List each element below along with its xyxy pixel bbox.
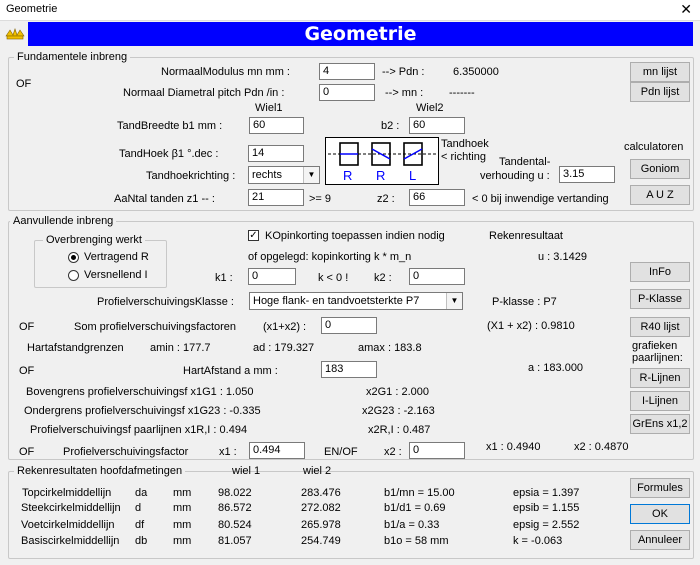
- b2-label: b2 :: [381, 120, 400, 132]
- tandhoekrichting-select[interactable]: [248, 166, 320, 184]
- r-lijnen-button[interactable]: R-Lijnen: [630, 368, 690, 388]
- versnellend-radio[interactable]: [68, 270, 79, 281]
- ad-value: ad : 179.327: [253, 342, 315, 354]
- mn-lijst-button[interactable]: mn lijst: [630, 62, 690, 82]
- row-ratio: b1/a = 0.33: [384, 519, 440, 531]
- kopinkorting-checkbox[interactable]: ✓: [249, 230, 258, 241]
- row-wiel1: 98.022: [218, 487, 252, 499]
- profielklasse-label: ProfielverschuivingsKlasse :: [97, 296, 234, 308]
- fundamentele-inbreng-label: Fundamentele inbreng: [14, 51, 130, 63]
- kopinkorting-label: KOpinkorting toepassen indien nodig: [265, 230, 445, 242]
- tandhoek-richting-note-2: < richting: [441, 151, 486, 163]
- x2-label: x2 :: [384, 446, 402, 458]
- rekenresultaat-title: Rekenresultaat: [489, 230, 563, 242]
- mn-arrow: --> mn :: [385, 87, 424, 99]
- mn-result: -------: [449, 87, 475, 99]
- helix-label-1: R: [343, 168, 353, 183]
- overbrenging-label: Overbrenging werkt: [43, 234, 145, 246]
- normaalmodulus-label: NormaalModulus mn mm :: [161, 66, 290, 78]
- row-name: Steekcirkelmiddellijn: [21, 502, 121, 514]
- row-eps: epsig = 2.552: [513, 519, 580, 531]
- pdn-arrow: --> Pdn :: [382, 66, 425, 78]
- paarlijnen-label: Profielverschuivingsf paarlijnen x1R,I : 0.494: [30, 424, 248, 436]
- row-eps: epsia = 1.397: [513, 487, 580, 499]
- mn-input[interactable]: 4: [319, 63, 375, 80]
- profielklasse-value: Hoge flank- en tandvoetsterkte P7: [253, 295, 420, 307]
- profielklasse-select[interactable]: [249, 292, 463, 310]
- wiel2-header: Wiel2: [416, 102, 444, 114]
- enof-label: EN/OF: [324, 446, 358, 458]
- u-result: u : 3.1429: [538, 251, 587, 263]
- versnellend-label: Versnellend I: [84, 269, 148, 281]
- pklasse-result: P-klasse : P7: [492, 296, 557, 308]
- tandbreedte-label: TandBreedte b1 mm :: [117, 120, 223, 132]
- z1-min-note: >= 9: [309, 193, 332, 205]
- fundamentele-inbreng-group: [8, 57, 694, 211]
- b1-input[interactable]: 60: [249, 117, 304, 134]
- x1-result: x1 : 0.4940: [486, 441, 541, 453]
- grens-button[interactable]: GrEns x1,2: [630, 414, 690, 434]
- row-wiel2: 265.978: [301, 519, 341, 531]
- of-label-1: OF: [19, 321, 35, 333]
- z2-label: z2 :: [377, 193, 395, 205]
- amin-value: amin : 177.7: [150, 342, 211, 354]
- row-unit: mm: [173, 502, 192, 514]
- row-symbol: df: [135, 519, 145, 531]
- row-name: Basiscirkelmiddellijn: [21, 535, 120, 547]
- grafieken-label-2: paarlijnen:: [632, 352, 683, 364]
- app-logo-icon: [4, 24, 26, 44]
- row-ratio: b1o = 58 mm: [384, 535, 449, 547]
- grafieken-label-1: grafieken: [632, 340, 678, 352]
- x1x2-result: (X1 + x2) : 0.9810: [487, 320, 575, 332]
- z2-input[interactable]: 66: [409, 189, 465, 206]
- k-note: k < 0 !: [318, 272, 349, 284]
- tandhoekrichting-value: rechts: [252, 169, 282, 181]
- x1-input[interactable]: 0.494: [249, 442, 305, 459]
- vertragend-radio[interactable]: [68, 252, 79, 263]
- row-wiel2: 272.082: [301, 502, 341, 514]
- row-unit: mm: [173, 487, 192, 499]
- auz-button[interactable]: A U Z: [630, 185, 690, 205]
- k2-input[interactable]: 0: [409, 268, 465, 285]
- hartafstandgrenzen-label: Hartafstandgrenzen: [27, 342, 124, 354]
- helix-label-3: L: [409, 168, 417, 183]
- b2-input[interactable]: 60: [409, 117, 465, 134]
- row-eps: k = -0.063: [513, 535, 563, 547]
- helix-diagram: [325, 137, 439, 185]
- aantal-tanden-label: AaNtal tanden z1 -- :: [114, 193, 215, 205]
- row-wiel2: 283.476: [301, 487, 341, 499]
- factor-label: Profielverschuivingsfactor: [63, 446, 189, 458]
- opgelegd-label: of opgelegd: kopinkorting k * m_n: [248, 251, 412, 263]
- page-title: Geometrie: [28, 22, 693, 46]
- row-name: Voetcirkelmiddellijn: [21, 519, 115, 531]
- wiel1-header: Wiel1: [255, 102, 283, 114]
- bovengrens-label: Bovengrens profielverschuivingsf x1G1 : 1.050: [26, 386, 254, 398]
- formules-button[interactable]: Formules: [630, 478, 690, 498]
- k1-label: k1 :: [215, 272, 233, 284]
- row-symbol: d: [135, 502, 142, 514]
- i-lijnen-button[interactable]: I-Lijnen: [630, 391, 690, 411]
- x2-input[interactable]: 0: [409, 442, 465, 459]
- chevron-down-icon: ▼: [303, 167, 319, 183]
- row-unit: mm: [173, 519, 192, 531]
- hartafstand-input[interactable]: 183: [321, 361, 377, 378]
- tandhoek-richting-note-1: Tandhoek: [441, 138, 489, 150]
- row-symbol: da: [135, 487, 148, 499]
- pdn-result: 6.350000: [453, 66, 499, 78]
- beta-input[interactable]: 14: [248, 145, 304, 162]
- row-symbol: db: [135, 535, 148, 547]
- of-label-2: OF: [19, 365, 35, 377]
- window-titlebar: [0, 0, 700, 21]
- wiel1-col-header: wiel 1: [232, 465, 261, 477]
- x1-label: x1 :: [219, 446, 237, 458]
- som-input[interactable]: 0: [321, 317, 377, 334]
- pklasse-button[interactable]: P-Klasse: [630, 289, 690, 309]
- r40-lijst-button[interactable]: R40 lijst: [630, 317, 690, 337]
- tandental-label-2: verhouding u :: [480, 170, 550, 182]
- paarlijnen-x2: x2R,I : 0.487: [368, 424, 431, 436]
- tandhoek-label: TandHoek β1 °.dec :: [119, 148, 219, 160]
- ndp-label: Normaal Diametral pitch Pdn /in :: [123, 87, 285, 99]
- row-wiel1: 86.572: [218, 502, 252, 514]
- row-unit: mm: [173, 535, 192, 547]
- pdn-input[interactable]: 0: [319, 84, 375, 101]
- aanvullende-inbreng-label: Aanvullende inbreng: [10, 215, 116, 227]
- ok-button[interactable]: OK: [630, 504, 690, 524]
- chevron-down-icon: ▼: [446, 293, 462, 309]
- of-label-3: OF: [19, 446, 35, 458]
- annuleer-button[interactable]: Annuleer: [630, 530, 690, 550]
- row-wiel1: 80.524: [218, 519, 252, 531]
- z2-note: < 0 bij inwendige vertanding: [472, 193, 609, 205]
- helix-label-2: R: [376, 168, 386, 183]
- amax-value: amax : 183.8: [358, 342, 422, 354]
- row-wiel2: 254.749: [301, 535, 341, 547]
- ondergrens-label: Ondergrens profielverschuivingsf x1G23 : -0.335: [24, 405, 261, 417]
- a-result: a : 183.000: [528, 362, 584, 374]
- richting-label: Tandhoekrichting :: [146, 170, 236, 182]
- k2-label: k2 :: [374, 272, 392, 284]
- bovengrens-x2: x2G1 : 2.000: [366, 386, 429, 398]
- row-name: Topcirkelmiddellijn: [22, 487, 112, 499]
- window-title: Geometrie: [6, 3, 58, 15]
- calculatoren-label: calculatoren: [624, 141, 684, 153]
- row-wiel1: 81.057: [218, 535, 252, 547]
- som-sub-label: (x1+x2) :: [263, 321, 307, 333]
- wiel2-col-header: wiel 2: [303, 465, 332, 477]
- row-ratio: b1/d1 = 0.69: [384, 502, 446, 514]
- hoofdafmetingen-label: Rekenresultaten hoofdafmetingen: [14, 465, 185, 477]
- u-input[interactable]: 3.15: [559, 166, 615, 183]
- som-label: Som profielverschuivingsfactoren: [74, 321, 237, 333]
- vertragend-label: Vertragend R: [84, 251, 149, 263]
- ondergrens-x2: x2G23 : -2.163: [362, 405, 435, 417]
- pdn-lijst-button[interactable]: Pdn lijst: [630, 82, 690, 102]
- tandental-label-1: Tandental-: [499, 156, 551, 168]
- close-icon[interactable]: ✕: [680, 1, 692, 17]
- row-ratio: b1/mn = 15.00: [384, 487, 455, 499]
- k1-input[interactable]: 0: [248, 268, 296, 285]
- x2-result: x2 : 0.4870: [574, 441, 629, 453]
- row-eps: epsib = 1.155: [513, 502, 580, 514]
- z1-input[interactable]: 21: [248, 189, 304, 206]
- goniom-button[interactable]: Goniom: [630, 159, 690, 179]
- info-button[interactable]: InFo: [630, 262, 690, 282]
- of-label: OF: [16, 78, 32, 90]
- hartafstand-label: HartAfstand a mm :: [183, 365, 278, 377]
